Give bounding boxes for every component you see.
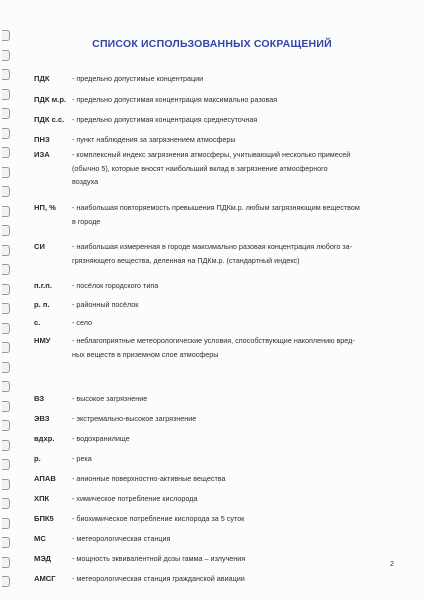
binding-hole xyxy=(2,440,10,451)
abbreviation-definition xyxy=(72,412,384,426)
definition-line: - предельно допустимые концентрации xyxy=(72,74,204,83)
binding-hole xyxy=(2,167,10,178)
definition-line: - наибольшая измеренная в городе максимально разовая концентрация любого за- xyxy=(72,242,352,251)
definition-line: - мощность эквивалентной дозы гамма – излучения xyxy=(72,554,246,563)
definition-line: - метеорологическая станция xyxy=(72,534,171,543)
binding-hole xyxy=(2,206,10,217)
abbreviation-definition xyxy=(72,392,384,406)
definition-line: - река xyxy=(72,454,92,463)
binding-hole xyxy=(2,69,10,80)
definition-line: (обычно 5), которые вносят наибольший вклад в загрязнение атмосферного xyxy=(72,163,328,173)
abbreviation-definition xyxy=(72,240,384,267)
abbreviation-term: ПДК с.с. xyxy=(34,115,65,124)
abbreviation-term: вдхр. xyxy=(34,434,55,443)
abbreviation-definition xyxy=(72,201,384,228)
definition-line: - водохранилище xyxy=(72,434,130,443)
abbreviation-definition xyxy=(72,572,384,586)
abbreviation-term: МС xyxy=(34,534,46,543)
abbreviation-definition xyxy=(72,512,384,526)
abbreviation-term: п.г.п. xyxy=(34,281,52,290)
binding-hole xyxy=(2,128,10,139)
definition-line: - предельно допустимая концентрация среднесуточная xyxy=(72,115,258,124)
abbreviation-definition xyxy=(72,298,384,312)
binding-hole xyxy=(2,323,10,334)
definition-line: - пункт наблюдения за загрязнением атмосферы xyxy=(72,135,236,144)
binding-hole xyxy=(2,557,10,568)
definition-line: в городе xyxy=(72,216,101,226)
binding-hole xyxy=(2,576,10,587)
definition-line: воздуха xyxy=(72,177,99,187)
abbreviation-term: МЭД xyxy=(34,554,51,563)
abbreviation-definition xyxy=(72,492,384,506)
abbreviation-term: АПАВ xyxy=(34,474,56,483)
abbreviation-term: ХПК xyxy=(34,494,50,503)
binding-hole xyxy=(2,479,10,490)
binding-hole xyxy=(2,186,10,197)
binding-hole xyxy=(2,303,10,314)
abbreviation-term: ПДК м.р. xyxy=(34,95,67,104)
definition-line: - высокое загрязнение xyxy=(72,394,148,403)
definition-line: ных веществ в приземном слое атмосферы xyxy=(72,349,219,359)
abbreviation-definition xyxy=(72,93,384,107)
binding-hole xyxy=(2,245,10,256)
binding-hole xyxy=(2,537,10,548)
binding-hole xyxy=(2,147,10,158)
abbreviation-definition xyxy=(72,432,384,446)
definition-line: - биохимическое потребление кислорода за 5 суток xyxy=(72,514,245,523)
definition-line: - наибольшая повторяемость превышения ПДКм.р. любым загрязняющим веществом xyxy=(72,203,360,212)
page-title: СПИСОК ИСПОЛЬЗОВАННЫХ СОКРАЩЕНИЙ xyxy=(92,38,332,50)
definition-line: - районный посёлок xyxy=(72,300,139,309)
definition-line: - предельно допустимая концентрация максимально разовая xyxy=(72,95,278,104)
binding-hole xyxy=(2,264,10,275)
binding-holes xyxy=(0,0,12,600)
abbreviation-term: ИЗА xyxy=(34,150,50,159)
abbreviation-definition xyxy=(72,133,384,147)
abbreviation-definition xyxy=(72,472,384,486)
definition-line: - село xyxy=(72,318,93,327)
abbreviation-definition xyxy=(72,72,384,86)
abbreviation-term: ЭВЗ xyxy=(34,414,50,423)
abbreviation-term: АМСГ xyxy=(34,574,56,583)
definition-line: - метеорологическая станция гражданской авиации xyxy=(72,574,245,583)
binding-hole xyxy=(2,498,10,509)
definition-line: - экстремально-высокое загрязнение xyxy=(72,414,197,423)
definition-line: грязняющего вещества, деленная на ПДКм.р. (стандартный индекс) xyxy=(72,255,300,265)
abbreviation-term: БПК5 xyxy=(34,514,54,523)
binding-hole xyxy=(2,108,10,119)
abbreviation-term: СИ xyxy=(34,242,45,251)
binding-hole xyxy=(2,342,10,353)
abbreviation-definition xyxy=(72,334,384,361)
abbreviation-term: р. xyxy=(34,454,41,463)
binding-hole xyxy=(2,518,10,529)
definition-line: - неблагоприятные метеорологические условия, способствующие накоплению вред- xyxy=(72,336,355,345)
binding-hole xyxy=(2,381,10,392)
abbreviation-definition xyxy=(72,148,384,189)
abbreviation-term: р. п. xyxy=(34,300,50,309)
definition-line: - комплексный индекс загрязнения атмосферы, учитывающий несколько примесей xyxy=(72,150,351,159)
abbreviation-term: ПДК xyxy=(34,74,50,83)
page-number: 2 xyxy=(390,561,394,568)
definition-line: - химическое потребление кислорода xyxy=(72,494,198,503)
binding-hole xyxy=(2,89,10,100)
binding-hole xyxy=(2,459,10,470)
abbreviation-term: НП, % xyxy=(34,203,56,212)
abbreviation-term: ВЗ xyxy=(34,394,45,403)
abbreviation-term: НМУ xyxy=(34,336,51,345)
abbreviation-term: с. xyxy=(34,318,41,327)
binding-hole xyxy=(2,401,10,412)
binding-hole xyxy=(2,284,10,295)
binding-hole xyxy=(2,225,10,236)
abbreviation-definition xyxy=(72,113,384,127)
abbreviation-definition xyxy=(72,552,384,566)
abbreviation-definition xyxy=(72,452,384,466)
abbreviation-definition xyxy=(72,532,384,546)
binding-hole xyxy=(2,362,10,373)
binding-hole xyxy=(2,420,10,431)
definition-line: - анионные поверхностно-активные вещества xyxy=(72,474,226,483)
abbreviation-definition xyxy=(72,316,384,330)
binding-hole xyxy=(2,50,10,61)
abbreviation-term: ПНЗ xyxy=(34,135,50,144)
abbreviation-definition xyxy=(72,279,384,293)
definition-line: - посёлок городского типа xyxy=(72,281,159,290)
